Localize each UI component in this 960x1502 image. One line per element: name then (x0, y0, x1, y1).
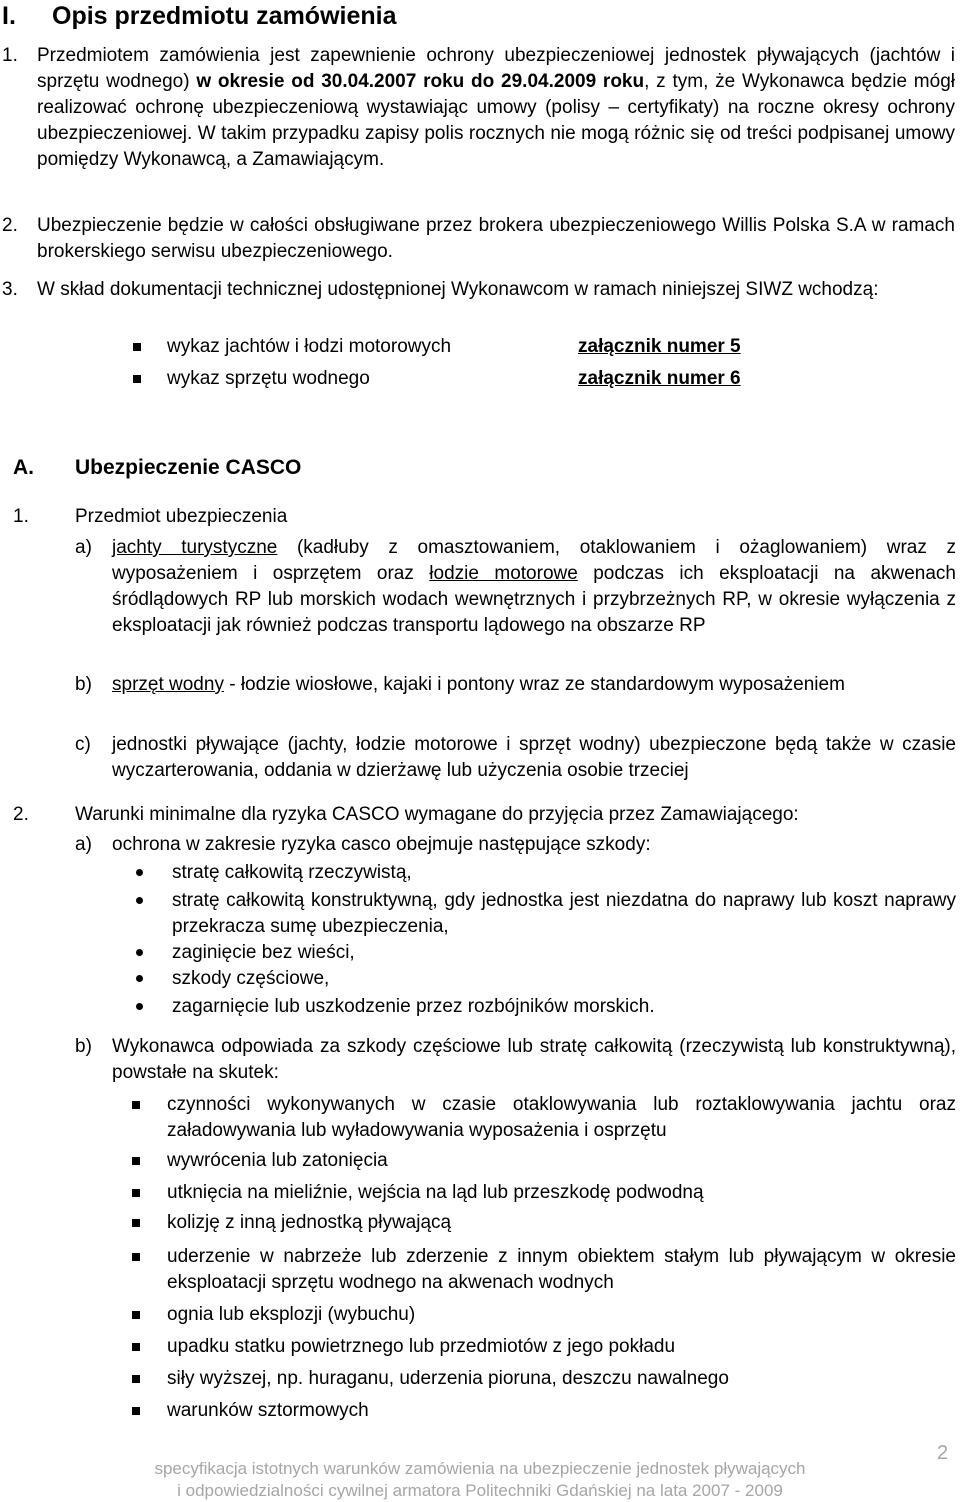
section-a-title: Ubezpieczenie CASCO (75, 456, 302, 479)
paragraph-1-text: Przedmiotem zamówienia jest zapewnienie ochrony ubezpieczeniowej jednostek pływających (jachtów i sprzętu wodnego) (37, 45, 955, 92)
cause-list-item: siły wyższej, np. huraganu, uderzenia pioruna, deszczu nawalnego (167, 1368, 729, 1389)
square-bullet-icon (132, 1157, 140, 1165)
item-a-part1: (kadłuby z omasztowaniem, otaklowaniem i ożaglowaniem) wraz z wyposażeniem i osprzętem oraz (112, 537, 956, 584)
attachment-list-label: wykaz sprzętu wodnego (167, 368, 370, 389)
damage-list-item: szkody częściowe, (172, 968, 330, 989)
cause-list-item: ognia lub eksplozji (wybuchu) (167, 1304, 416, 1325)
item-b-intro: Wykonawca odpowiada za szkody częściowe lub stratę całkowitą (rzeczywistą lub konstruktywną), powstałe na skutek: (112, 1036, 956, 1083)
cause-list-item: upadku statku powietrznego lub przedmiotów z jego pokładu (167, 1336, 676, 1357)
paragraph-number: 1. (13, 506, 29, 527)
cause-list-item: uderzenie w nabrzeże lub zderzenie z innym obiektem stałym lub pływającym w okresie eksploatacji sprzętu wodnego na akwenach wodnych (167, 1246, 956, 1293)
square-bullet-icon (132, 1189, 140, 1197)
square-bullet-icon (132, 1101, 140, 1109)
square-bullet-icon (132, 1375, 140, 1383)
damage-list-item: zaginięcie bez wieści, (172, 942, 355, 963)
item-a-part2: podczas ich eksploatacji na akwenach śródlądowych RP lub morskich wodach wewnętrznych i przybrzeżnych RP, w okresie wyłączenia z eksploatacji jak również podczas transportu lądowego na obszarze RP (112, 563, 956, 636)
footer-line-1: specyfikacja istotnych warunków zamówienia na ubezpieczenie jednostek pływających (154, 1459, 806, 1478)
damage-list-item: zagarnięcie lub uszkodzenie przez rozbójników morskich. (172, 996, 655, 1017)
square-bullet-icon (132, 1253, 140, 1261)
item-c-text: jednostki pływające (jachty, łodzie motorowe i sprzęt wodny) ubezpieczone będą także w czasie wyczarterowania, oddania w dzierżawę lub użyczenia osobie trzeciej (112, 734, 956, 781)
damage-list-item: stratę całkowitą konstruktywną, gdy jednostka jest niezdatna do naprawy lub koszt naprawy przekracza sumę ubezpieczenia, (172, 890, 956, 937)
paragraph-2: Ubezpieczenie będzie w całości obsługiwane przez brokera ubezpieczeniowego Willis Polska S.A w ramach brokerskiego serwisu ubezpieczeniowego. (37, 215, 955, 262)
square-bullet-icon (132, 1343, 140, 1351)
round-bullet-icon (136, 975, 143, 982)
item-label: a) (75, 834, 92, 855)
underlined-term: sprzęt wodny (112, 674, 224, 695)
item-label: b) (75, 1036, 92, 1057)
section-a-letter: A. (13, 456, 34, 479)
attachment-ref: załącznik numer 6 (578, 368, 741, 389)
round-bullet-icon (136, 949, 143, 956)
round-bullet-icon (136, 897, 143, 904)
attachment-list-label: wykaz jachtów i łodzi motorowych (167, 336, 452, 357)
square-bullet-icon (133, 343, 141, 351)
square-bullet-icon (132, 1407, 140, 1415)
round-bullet-icon (136, 1003, 143, 1010)
cause-list-item: utknięcia na mieliźnie, wejścia na ląd lub przeszkodę podwodną (167, 1182, 704, 1203)
attachment-ref: załącznik numer 5 (578, 336, 741, 357)
paragraph-number: 3. (2, 279, 18, 300)
subsection-title: Warunki minimalne dla ryzyka CASCO wymagane do przyjęcia przez Zamawiającego: (75, 804, 799, 825)
item-a-text (112, 535, 956, 639)
section-title: Opis przedmiotu zamówienia (52, 2, 397, 30)
cause-list-item: kolizję z inną jednostką pływającą (167, 1212, 452, 1233)
subsection-title: Przedmiot ubezpieczenia (75, 506, 288, 527)
paragraph-3: W skład dokumentacji technicznej udostępnionej Wykonawcom w ramach niniejszej SIWZ wchodzą: (37, 279, 879, 300)
cause-list-item: warunków sztormowych (167, 1400, 369, 1421)
paragraph-number: 2. (2, 215, 18, 236)
footer-line-2: i odpowiedzialności cywilnej armatora Politechniki Gdańskiej na lata 2007 - 2009 (177, 1481, 783, 1500)
underlined-term: łodzie motorowe (429, 563, 578, 584)
square-bullet-icon (132, 1219, 140, 1227)
paragraph-1 (37, 43, 955, 173)
paragraph-number: 2. (13, 804, 29, 825)
period-dates: w okresie od 30.04.2007 roku do 29.04.2009 roku (196, 71, 645, 92)
round-bullet-icon (136, 869, 143, 876)
damage-list-item: stratę całkowitą rzeczywistą, (172, 862, 412, 883)
item-label: b) (75, 674, 92, 695)
underlined-term: jachty turystyczne (112, 537, 278, 558)
paragraph-number: 1. (2, 45, 18, 66)
square-bullet-icon (133, 375, 141, 383)
page-number: 2 (937, 1442, 949, 1464)
item-label: c) (75, 734, 91, 755)
cause-list-item: wywrócenia lub zatonięcia (167, 1150, 388, 1171)
section-number: I. (2, 2, 16, 30)
square-bullet-icon (132, 1311, 140, 1319)
item-a-intro: ochrona w zakresie ryzyka casco obejmuje następujące szkody: (112, 834, 651, 855)
item-b-part: - łodzie wiosłowe, kajaki i pontony wraz ze standardowym wyposażeniem (223, 674, 845, 695)
item-b-text (112, 672, 956, 698)
item-label: a) (75, 537, 92, 558)
paragraph-1-text-end: , z tym, że Wykonawca będzie mógł realizować ochronę ubezpieczeniową wystawiając umowy (polisy – certyfikaty) na roczne okresy ochrony ubezpieczeniowej. W takim przypadku zapisy polis rocznych nie mogą różnic się od treści podpisanej umowy pomiędzy Wykonawcą, a Zamawiającym. (37, 71, 955, 170)
cause-list-item: czynności wykonywanych w czasie otaklowywania lub roztaklowywania jachtu oraz załadowywania lub wyładowywania wyposażenia i osprzętu (167, 1094, 956, 1141)
